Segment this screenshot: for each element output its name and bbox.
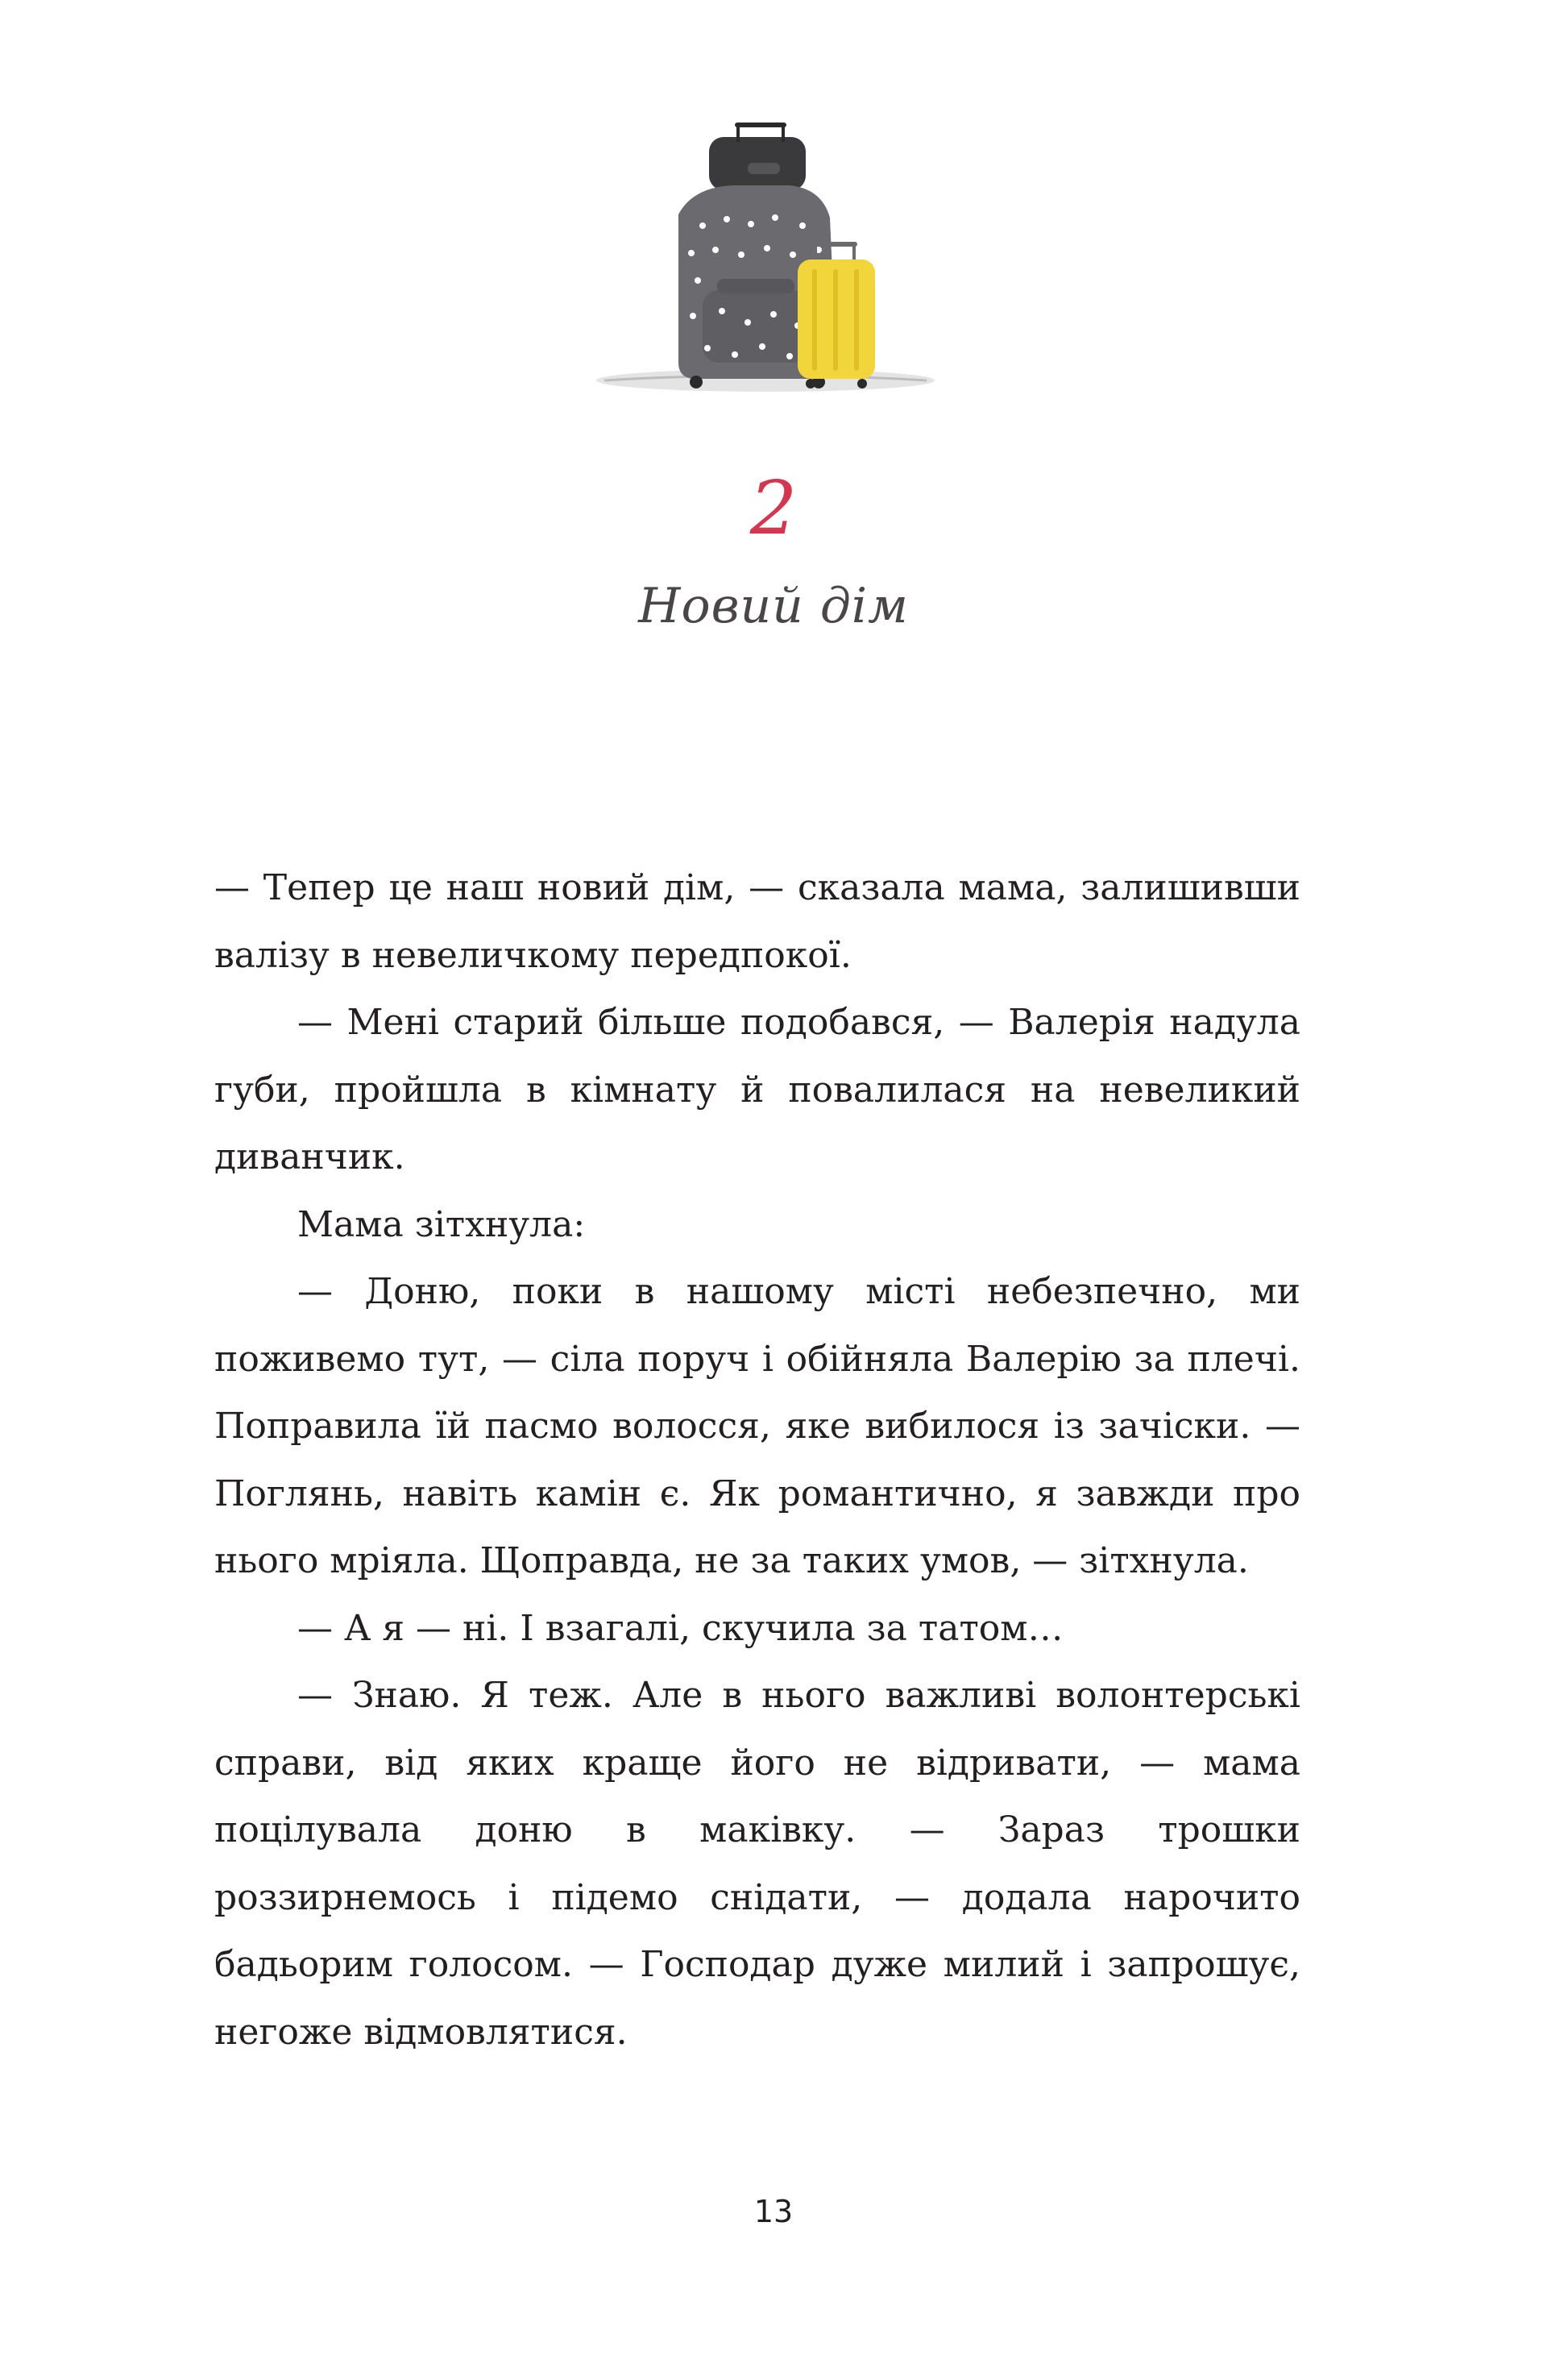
paragraph: — Доню, поки в нашому місті небезпечно, ми поживемо тут, — сіла поруч і обійняла Валерію за плечі. Поправила їй пасмо волосся, яке вибилося із зачіски. — Поглянь, навіть камін є. Як романтично, я завжди про нього мріяла. Щоправда, не за таких умов, — зітхнула.: [214, 1271, 1300, 1581]
page-number: 13: [753, 2194, 794, 2229]
chapter-title: Новий дім: [638, 578, 909, 634]
chapter-body: [214, 854, 1300, 2066]
paragraph: — А я — ні. І взагалі, скучила за татом…: [297, 1607, 1064, 1649]
luggage-illustration: [451, 89, 1080, 443]
paragraph: — Знаю. Я теж. Але в нього важливі волонтерські справи, від яких краще його не відривати, — мама поцілувала доню в маківку. — Зараз трошки роззирнемось і підемо снідати, — додала нарочито бадьорим голосом. — Господар дуже милий і запрошує, негоже відмовлятися.: [214, 1675, 1300, 2053]
luggage-icon: [451, 89, 1080, 443]
paragraph: — Тепер це наш новий дім, — сказала мама, залишивши валізу в невеличкому передпокої.: [214, 867, 1300, 976]
paragraph: — Мені старий більше подобався, — Валерія надула губи, пройшла в кімнату й повалилася на невеликий диванчик.: [214, 1002, 1300, 1178]
chapter-number: 2: [749, 465, 798, 551]
paragraph: Мама зітхнула:: [297, 1203, 586, 1245]
